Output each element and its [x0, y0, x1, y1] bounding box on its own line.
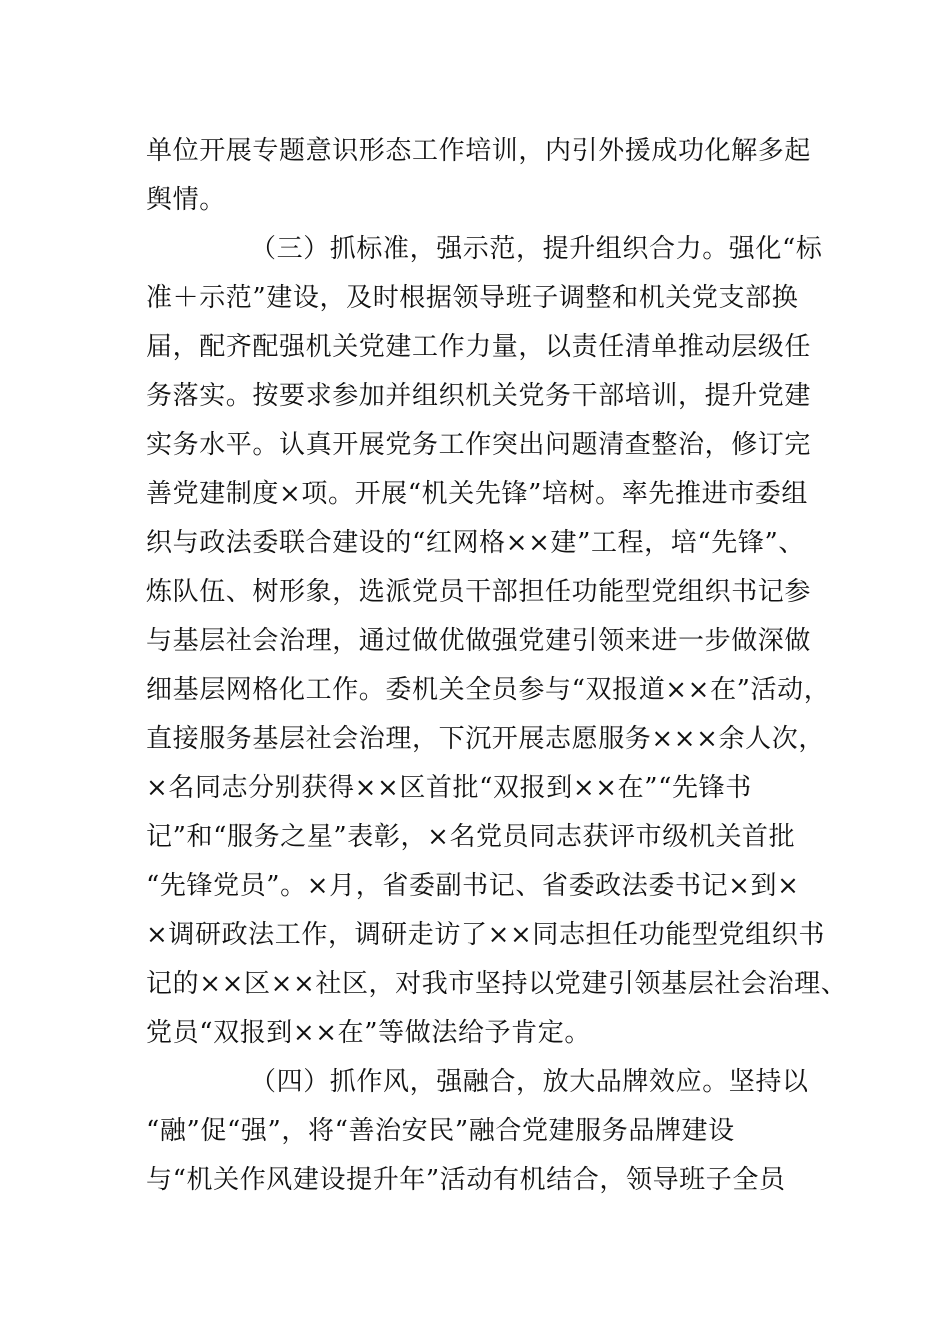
text-line: 与“机关作风建设提升年”活动有机结合，领导班子全员 [146, 1165, 786, 1195]
paragraph-2 [146, 225, 848, 1058]
text-line: 炼队伍、树形象，选派党员干部担任功能型党组织书记参 [146, 577, 812, 607]
text-line: ×调研政法工作，调研走访了××同志担任功能型党组织书 [146, 920, 825, 950]
text-line: “融”促“强”，将“善治安民”融合党建服务品牌建设 [146, 1116, 735, 1146]
text-line: （三）抓标准，强示范，提升组织合力。强化“标 [250, 234, 823, 264]
text-line: 实务水平。认真开展党务工作突出问题清查整治，修订完 [146, 430, 812, 460]
text-line: 记”和“服务之星”表彰，×名党员同志获评市级机关首批 [146, 822, 796, 852]
text-line: 单位开展专题意识形态工作培训，内引外援成功化解多起 [146, 136, 812, 166]
text-line: 党员“双报到××在”等做法给予肯定。 [146, 1018, 591, 1048]
text-line: （四）抓作风，强融合，放大品牌效应。坚持以 [250, 1067, 809, 1097]
text-line: “先锋党员”。×月，省委副书记、省委政法委书记×到× [146, 871, 800, 901]
text-line: 直接服务基层社会治理，下沉开展志愿服务×××余人次， [146, 724, 825, 754]
text-line: 务落实。按要求参加并组织机关党务干部培训，提升党建 [146, 381, 812, 411]
text-line: 与基层社会治理，通过做优做强党建引领来进一步做深做 [146, 626, 812, 656]
paragraph-3 [146, 1058, 826, 1205]
text-line: 善党建制度×项。开展“机关先锋”培树。率先推进市委组 [146, 479, 808, 509]
document-body [146, 127, 848, 1205]
text-line: 舆情。 [146, 185, 226, 215]
text-line: ×名同志分别获得××区首批“双报到××在”“先锋书 [146, 773, 752, 803]
text-line: 织与政法委联合建设的“红网格××建”工程，培“先锋”、 [146, 528, 805, 558]
text-line: 细基层网格化工作。委机关全员参与“双报道××在”活动， [146, 675, 831, 705]
paragraph-1 [146, 127, 826, 225]
text-line: 准＋示范”建设，及时根据领导班子调整和机关党支部换 [146, 283, 799, 313]
text-line: 记的××区××社区，对我市坚持以党建引领基层社会治理、 [146, 969, 848, 999]
text-line: 届，配齐配强机关党建工作力量，以责任清单推动层级任 [146, 332, 812, 362]
